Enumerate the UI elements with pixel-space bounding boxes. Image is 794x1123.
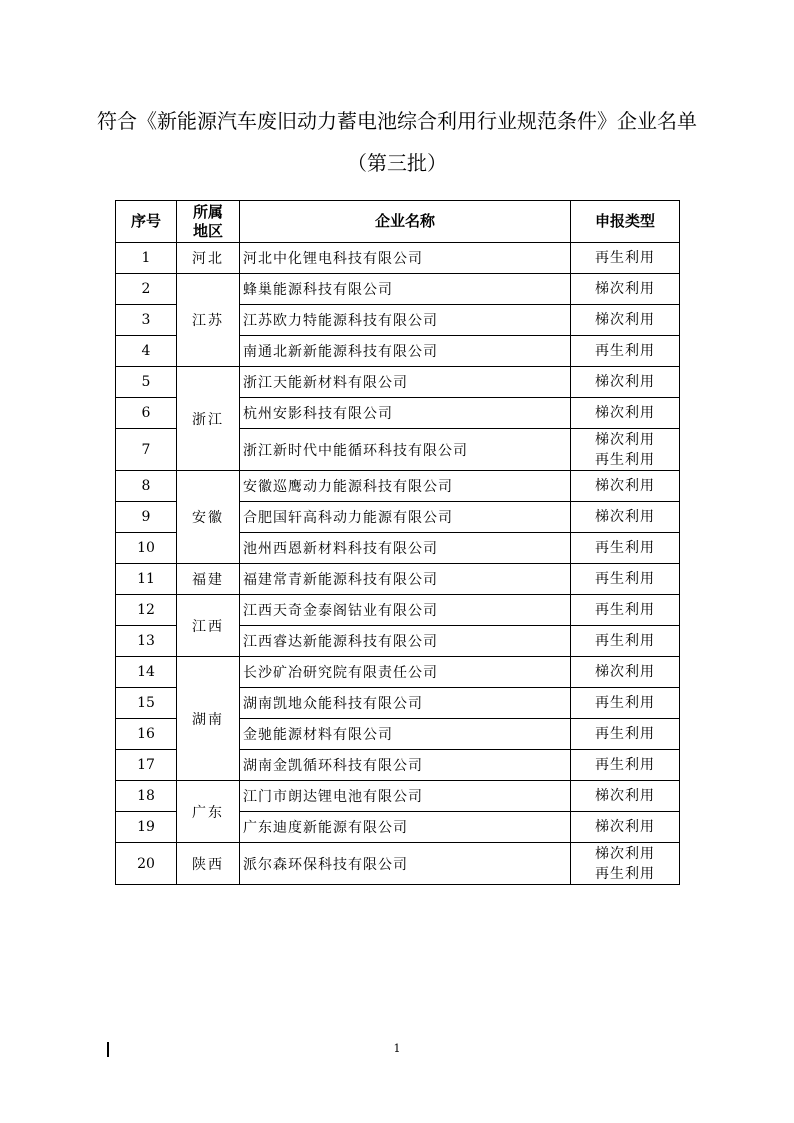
report-type: 梯次利用 [571, 398, 680, 429]
region-cell: 江西 [177, 595, 240, 657]
report-type: 梯次利用 [571, 305, 680, 336]
report-type: 梯次利用 [571, 657, 680, 688]
table-row [116, 657, 680, 688]
report-type [571, 429, 680, 471]
row-number: 8 [116, 471, 177, 502]
company-name: 浙江新时代中能循环科技有限公司 [240, 429, 571, 471]
row-number: 7 [116, 429, 177, 471]
report-type: 再生利用 [571, 719, 680, 750]
company-name: 江门市朗达锂电池有限公司 [240, 781, 571, 812]
row-number: 6 [116, 398, 177, 429]
header-region [177, 201, 240, 243]
report-type: 梯次利用 [571, 367, 680, 398]
header-index: 序号 [116, 201, 177, 243]
header-company: 企业名称 [240, 201, 571, 243]
report-type: 梯次利用 [571, 502, 680, 533]
company-name: 江苏欧力特能源科技有限公司 [240, 305, 571, 336]
table-row [116, 595, 680, 626]
region-cell: 安徽 [177, 471, 240, 564]
row-number: 16 [116, 719, 177, 750]
header-region-line2: 地区 [192, 221, 223, 240]
row-number: 11 [116, 564, 177, 595]
report-type: 梯次利用 [571, 274, 680, 305]
report-type: 再生利用 [571, 750, 680, 781]
row-number: 17 [116, 750, 177, 781]
company-name: 江西睿达新能源科技有限公司 [240, 626, 571, 657]
company-name: 湖南凯地众能科技有限公司 [240, 688, 571, 719]
table-row [116, 781, 680, 812]
document-title: 符合《新能源汽车废旧动力蓄电池综合利用行业规范条件》企业名单 [97, 109, 697, 133]
table-row [116, 367, 680, 398]
margin-marker [107, 1042, 109, 1057]
company-name: 安徽巡鹰动力能源科技有限公司 [240, 471, 571, 502]
region-cell: 江苏 [177, 274, 240, 367]
region-cell: 广东 [177, 781, 240, 843]
company-name: 河北中化锂电科技有限公司 [240, 243, 571, 274]
report-type: 再生利用 [571, 688, 680, 719]
header-type: 申报类型 [571, 201, 680, 243]
row-number: 19 [116, 812, 177, 843]
report-type-line: 梯次利用 [595, 431, 655, 448]
row-number: 10 [116, 533, 177, 564]
report-type: 梯次利用 [571, 812, 680, 843]
report-type: 再生利用 [571, 626, 680, 657]
company-name: 江西天奇金泰阁钴业有限公司 [240, 595, 571, 626]
row-number: 1 [116, 243, 177, 274]
report-type: 再生利用 [571, 336, 680, 367]
row-number: 12 [116, 595, 177, 626]
region-cell: 福建 [177, 564, 240, 595]
company-name: 湖南金凯循环科技有限公司 [240, 750, 571, 781]
report-type-line: 再生利用 [595, 451, 655, 468]
company-name: 合肥国轩高科动力能源有限公司 [240, 502, 571, 533]
company-list-table [115, 200, 680, 885]
row-number: 13 [116, 626, 177, 657]
report-type-line: 梯次利用 [595, 845, 655, 862]
report-type: 梯次利用 [571, 471, 680, 502]
company-name: 长沙矿冶研究院有限责任公司 [240, 657, 571, 688]
report-type: 梯次利用 [571, 781, 680, 812]
row-number: 5 [116, 367, 177, 398]
report-type-line: 再生利用 [595, 865, 655, 882]
document-subtitle: （第三批） [347, 151, 447, 175]
region-cell: 湖南 [177, 657, 240, 781]
report-type [571, 843, 680, 885]
company-name: 池州西恩新材料科技有限公司 [240, 533, 571, 564]
table-row [116, 843, 680, 885]
row-number: 18 [116, 781, 177, 812]
company-name: 蜂巢能源科技有限公司 [240, 274, 571, 305]
company-name: 福建常青新能源科技有限公司 [240, 564, 571, 595]
company-name: 金驰能源材料有限公司 [240, 719, 571, 750]
row-number: 9 [116, 502, 177, 533]
company-name: 广东迪度新能源有限公司 [240, 812, 571, 843]
page-number: 1 [393, 1042, 401, 1055]
region-cell: 浙江 [177, 367, 240, 471]
company-name: 浙江天能新材料有限公司 [240, 367, 571, 398]
table-row [116, 471, 680, 502]
table-row [116, 564, 680, 595]
table-header-row [116, 201, 680, 243]
row-number: 20 [116, 843, 177, 885]
table-row [116, 243, 680, 274]
report-type: 再生利用 [571, 533, 680, 564]
row-number: 4 [116, 336, 177, 367]
company-name: 南通北新新能源科技有限公司 [240, 336, 571, 367]
company-name: 派尔森环保科技有限公司 [240, 843, 571, 885]
row-number: 14 [116, 657, 177, 688]
header-region-line1: 所属 [192, 202, 223, 221]
region-cell: 陕西 [177, 843, 240, 885]
region-cell: 河北 [177, 243, 240, 274]
row-number: 15 [116, 688, 177, 719]
report-type: 再生利用 [571, 564, 680, 595]
report-type: 再生利用 [571, 595, 680, 626]
table-row [116, 274, 680, 305]
row-number: 3 [116, 305, 177, 336]
row-number: 2 [116, 274, 177, 305]
company-name: 杭州安影科技有限公司 [240, 398, 571, 429]
report-type: 再生利用 [571, 243, 680, 274]
